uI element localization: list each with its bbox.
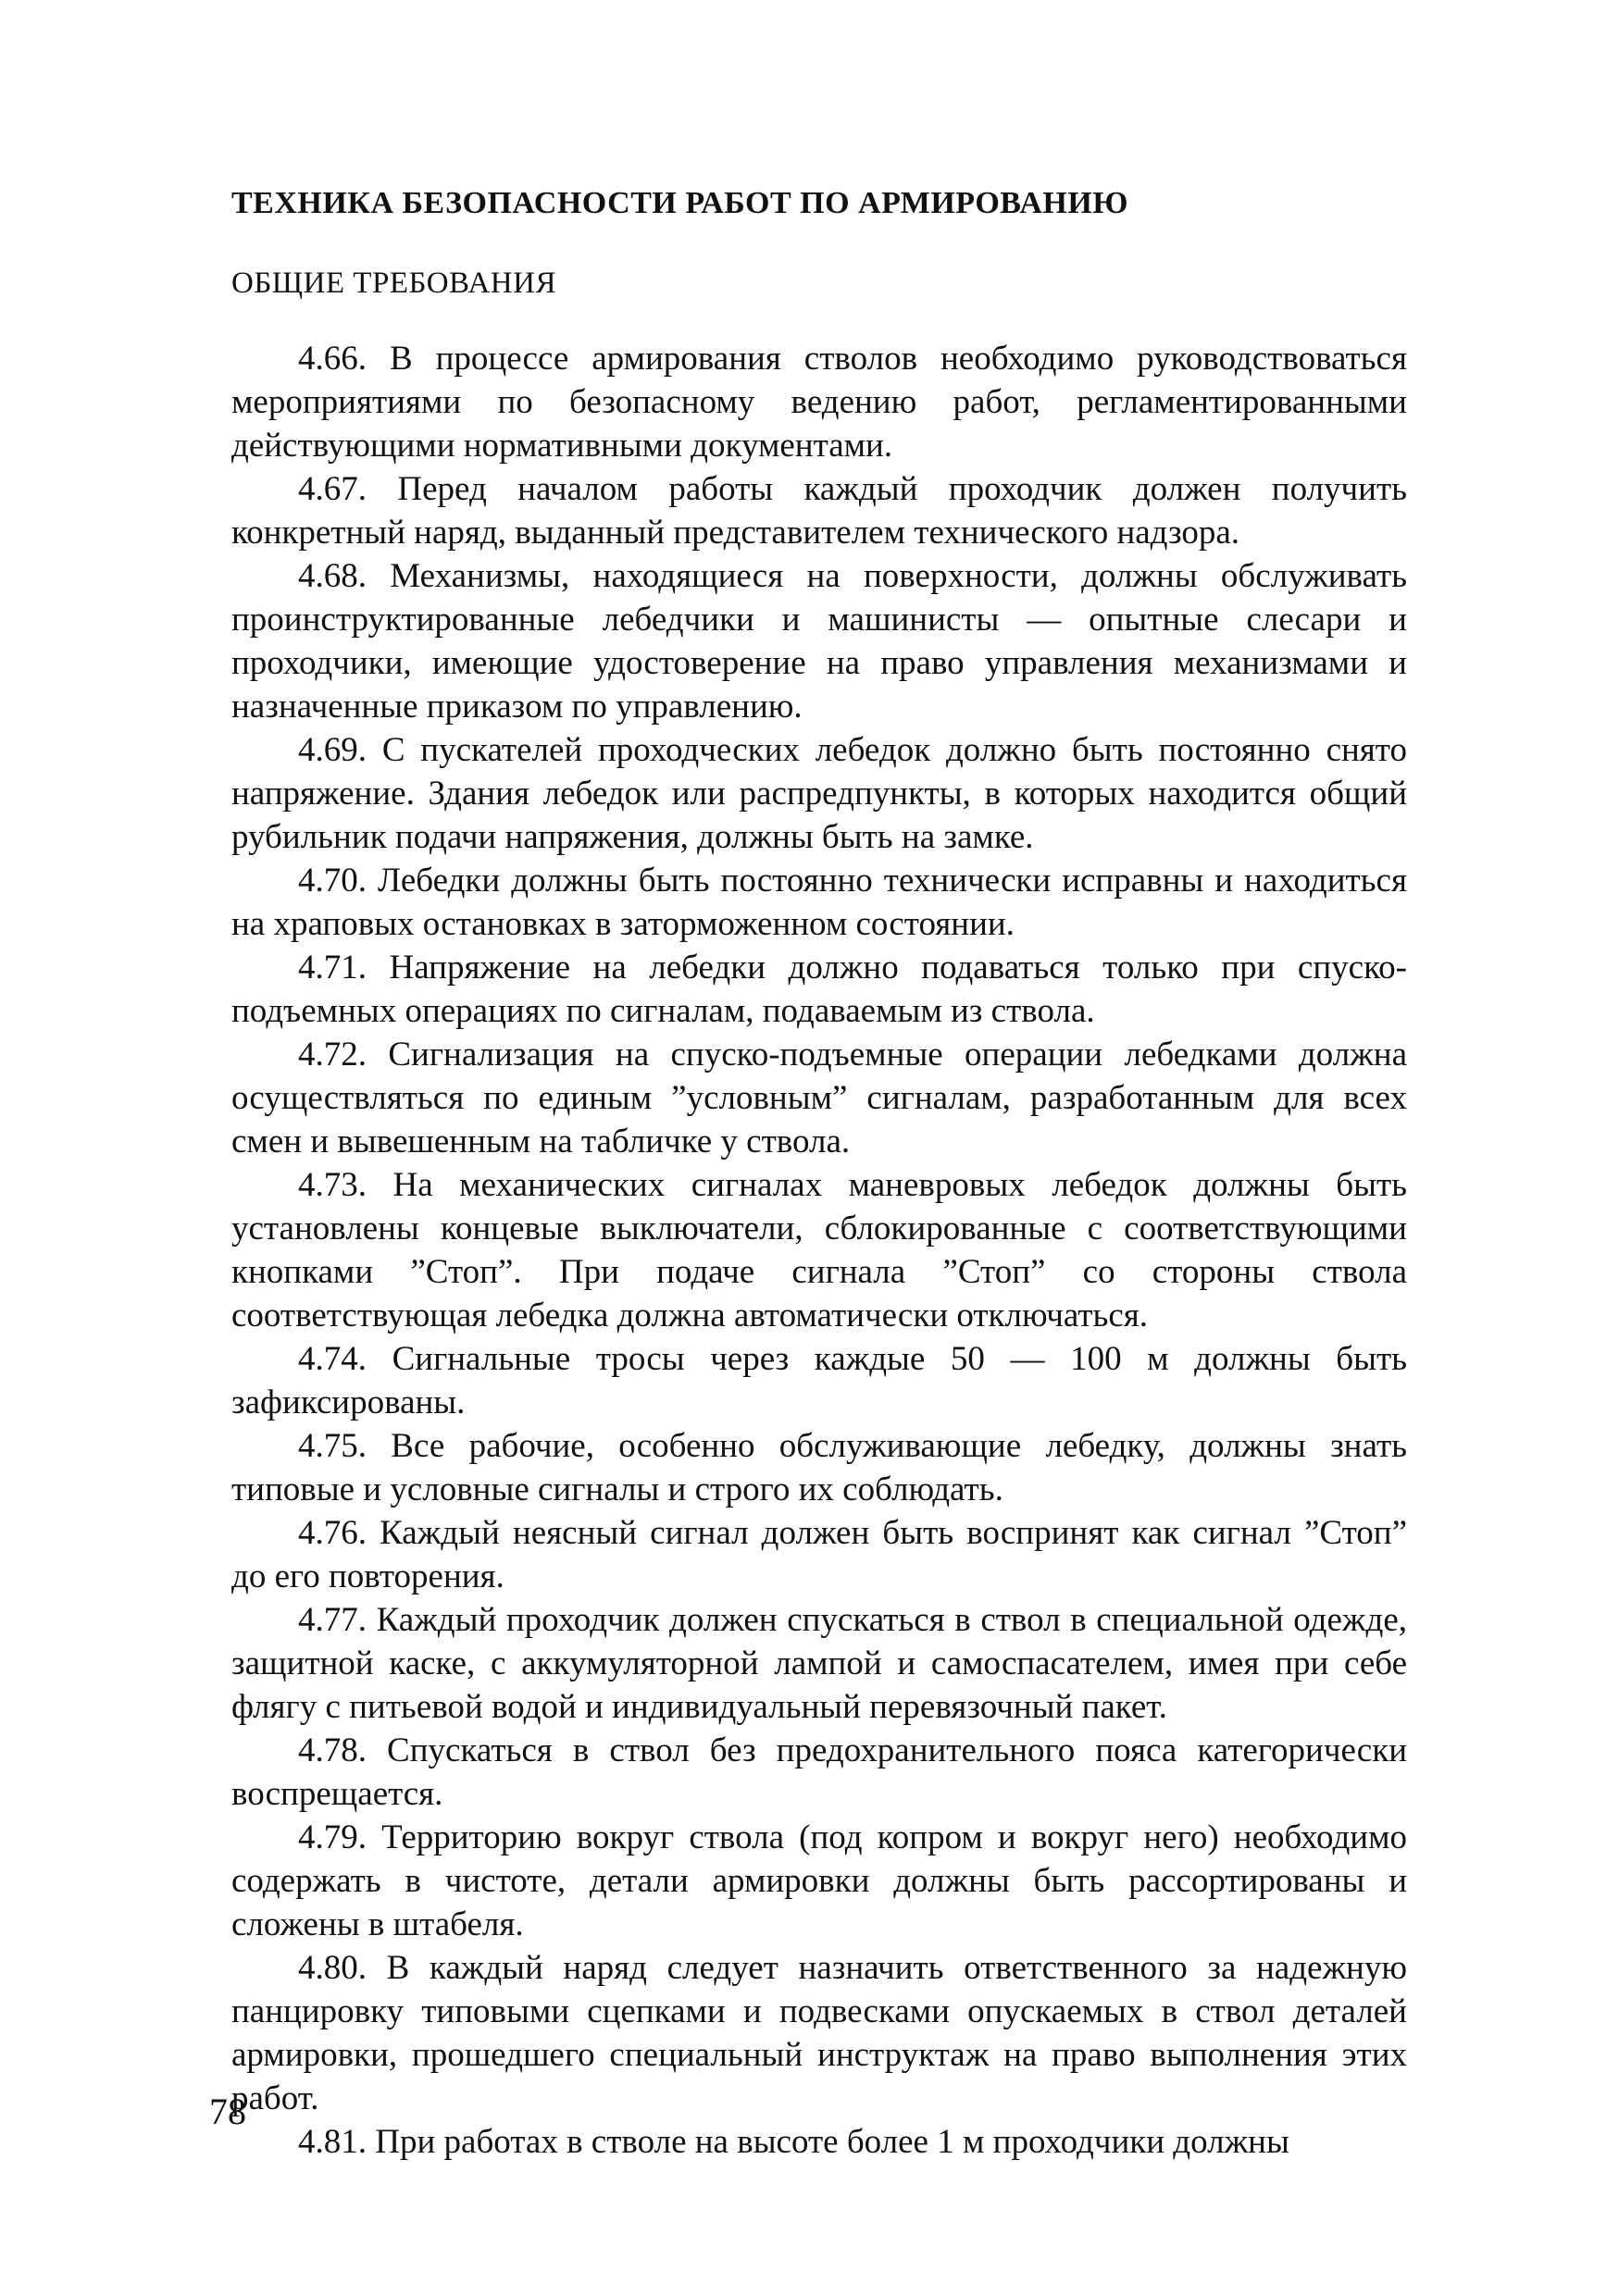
- page-number: 78: [209, 2091, 246, 2132]
- paragraph-4-78: 4.78. Спускаться в ствол без предохранительного пояса категорически воспрещается.: [231, 1731, 1407, 1814]
- paragraph-4-74: 4.74. Сигнальные тросы через каждые 50 — 100 м должны быть зафиксированы.: [231, 1340, 1407, 1422]
- paragraph-4-81: 4.81. При работах в стволе на высоте более 1 м проходчики должны: [298, 2123, 1289, 2162]
- paragraph-4-69: 4.69. С пускателей проходческих лебедок должно быть постоянно снято напряжение. Здания лебедок или распредпункты, в которых находится общий рубильник подачи напряжения, должны быть на замке.: [231, 731, 1407, 857]
- subsection-title: ОБЩИЕ ТРЕБОВАНИЯ: [231, 266, 556, 300]
- paragraph-4-67: 4.67. Перед началом работы каждый проходчик должен получить конкретный наряд, выданный представителем технического надзора.: [231, 470, 1407, 552]
- paragraph-4-66: 4.66. В процессе армирования стволов необходимо руководствоваться мероприятиями по безопасному ведению работ, регламентированными действующими нормативными документами.: [231, 340, 1407, 465]
- paragraph-4-70: 4.70. Лебедки должны быть постоянно технически исправны и находиться на храповых остановках в заторможенном состоянии.: [231, 862, 1407, 944]
- paragraph-4-71: 4.71. Напряжение на лебедки должно подаваться только при спуско-подъемных операциях по сигналам, подаваемым из ствола.: [231, 949, 1407, 1031]
- page-content: [231, 185, 1407, 2164]
- paragraph-4-73: 4.73. На механических сигналах маневровых лебедок должны быть установлены концевые выключатели, сблокированные с соответствующими кнопками ”Стоп”. При подаче сигнала ”Стоп” со стороны ствола соответствующая лебедка должна автоматически отключаться.: [231, 1166, 1407, 1335]
- paragraph-4-76: 4.76. Каждый неясный сигнал должен быть воспринят как сигнал ”Стоп” до его повторения.: [231, 1514, 1407, 1596]
- paragraph-4-80: 4.80. В каждый наряд следует назначить ответственного за надежную панцировку типовыми сцепками и подвесками опускаемых в ствол деталей армировки, прошедшего специальный инструктаж на право выполнения этих работ.: [231, 1949, 1407, 2118]
- paragraph-4-72: 4.72. Сигнализация на спуско-подъемные операции лебедками должна осуществляться по единым ”условным” сигналам, разработанным для всех смен и вывешенным на табличке у ствола.: [231, 1036, 1407, 1161]
- section-title: ТЕХНИКА БЕЗОПАСНОСТИ РАБОТ ПО АРМИРОВАНИЮ: [231, 186, 1129, 220]
- paragraph-4-79: 4.79. Территорию вокруг ствола (под копром и вокруг него) необходимо содержать в чистоте, детали армировки должны быть рассортированы и сложены в штабеля.: [231, 1818, 1407, 1944]
- paragraph-4-75: 4.75. Все рабочие, особенно обслуживающие лебедку, должны знать типовые и условные сигналы и строго их соблюдать.: [231, 1427, 1407, 1509]
- paragraph-4-68: 4.68. Механизмы, находящиеся на поверхности, должны обслуживать проинструктированные лебедчики и машинисты — опытные слесари и проходчики, имеющие удостоверение на право управления механизмами и назначенные приказом по управлению.: [231, 557, 1407, 726]
- paragraph-4-77: 4.77. Каждый проходчик должен спускаться в ствол в специальной одежде, защитной каске, с аккумуляторной лампой и самоспасателем, имея при себе флягу с питьевой водой и индивидуальный перевязочный пакет.: [231, 1601, 1407, 1727]
